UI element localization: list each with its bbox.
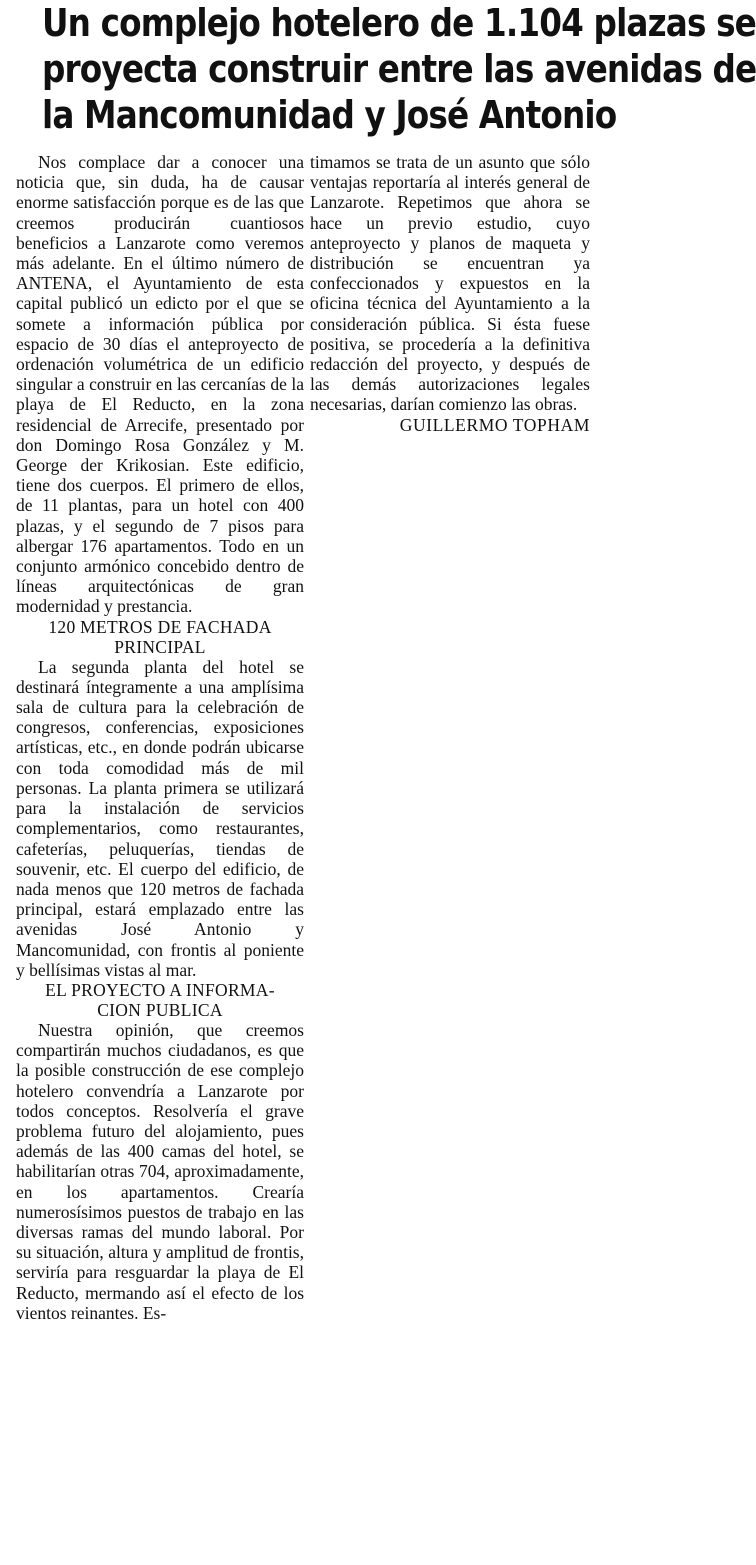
continuation-paragraph: timamos se trata de un asunto que sólo ventajas reportaría al interés general de Lanzarote. Repetimos que ahora se hace un previo estudio, cuyo anteproyecto y planos de maqueta y distribución se encuentran ya confeccionados y expuestos en la oficina técnica del Ayuntamiento a la consideración pública. Si ésta fuese positiva, se procedería a la definitiva redacción del proyecto, y después de las demás autorizaciones legales necesarias, darían comienzo las obras. [310,152,590,415]
subheading-fachada-line-2: PRINCIPAL [114,636,206,657]
headline-line-3: la Mancomunidad y José Antonio [42,93,617,137]
subheading-informacion-line-1: EL PROYECTO A INFORMA- [45,979,275,1000]
subheading-informacion-publica [16,980,304,1020]
right-column [310,152,590,435]
headline-line-1: Un complejo hotelero de 1.104 plazas se [42,1,756,45]
informacion-paragraph: Nuestra opinión, que creemos compartirán muchos ciudadanos, es que la posible construcción de ese complejo hotelero convendría a Lanzarote por todos conceptos. Resolvería el grave problema futuro del alojamiento, pues además de las 400 camas del hotel, se habilitarían otras 704, aproximadamente, en los apartamentos. Crearía numerosísimos puestos de trabajo en las diversas ramas del mundo laboral. Por su situación, altura y amplitud de frontis, serviría para resguardar la playa de El Reducto, mermando así el efecto de los vientos reinantes. Es- [16,1019,304,1323]
intro-paragraph: Nos complace dar a conocer una noticia que, sin duda, ha de causar enorme satisfacción porque es de las que creemos producirán cuantiosos beneficios a Lanzarote como veremos más adelante. En el último número de ANTENA, el Ayuntamiento de esta capital publicó un edicto por el que se somete a información pública por espacio de 30 días el anteproyecto de ordenación volumétrica de un edificio singular a construir en las cercanías de la playa de El Reducto, en la zona residencial de Arrecife, presentado por don Domingo Rosa González y M. George der Krikosian. Este edificio, tiene dos cuerpos. El primero de ellos, de 11 plantas, para un hotel con 400 plazas, y el segundo de 7 pisos para albergar 176 apartamentos. Todo en un conjunto armónico concebido dentro de líneas arquitectónicas de gran modernidad y prestancia. [16,152,304,617]
subheading-fachada [16,617,304,657]
headline [42,0,756,148]
author-signature: GUILLERMO TOPHAM [399,414,590,435]
subheading-informacion-line-2: CION PUBLICA [97,999,223,1020]
subheading-fachada-line-1: 120 METROS DE FACHADA [48,616,272,637]
headline-line-2: proyecta construir entre las avenidas de [42,47,756,91]
left-column [16,152,304,1323]
fachada-paragraph: La segunda planta del hotel se destinará íntegramente a una amplísima sala de cultura para la celebración de congresos, conferencias, exposiciones artísticas, etc., en donde podrán ubicarse con toda comodidad más de mil personas. La planta primera se utilizará para la instalación de servicios complementarios, como restaurantes, cafeterías, peluquerías, tiendas de souvenir, etc. El cuerpo del edificio, de nada menos que 120 metros de fachada principal, estará emplazado entre las avenidas José Antonio y Mancomunidad, con frontis al poniente y bellísimas vistas al mar. [16,656,304,980]
